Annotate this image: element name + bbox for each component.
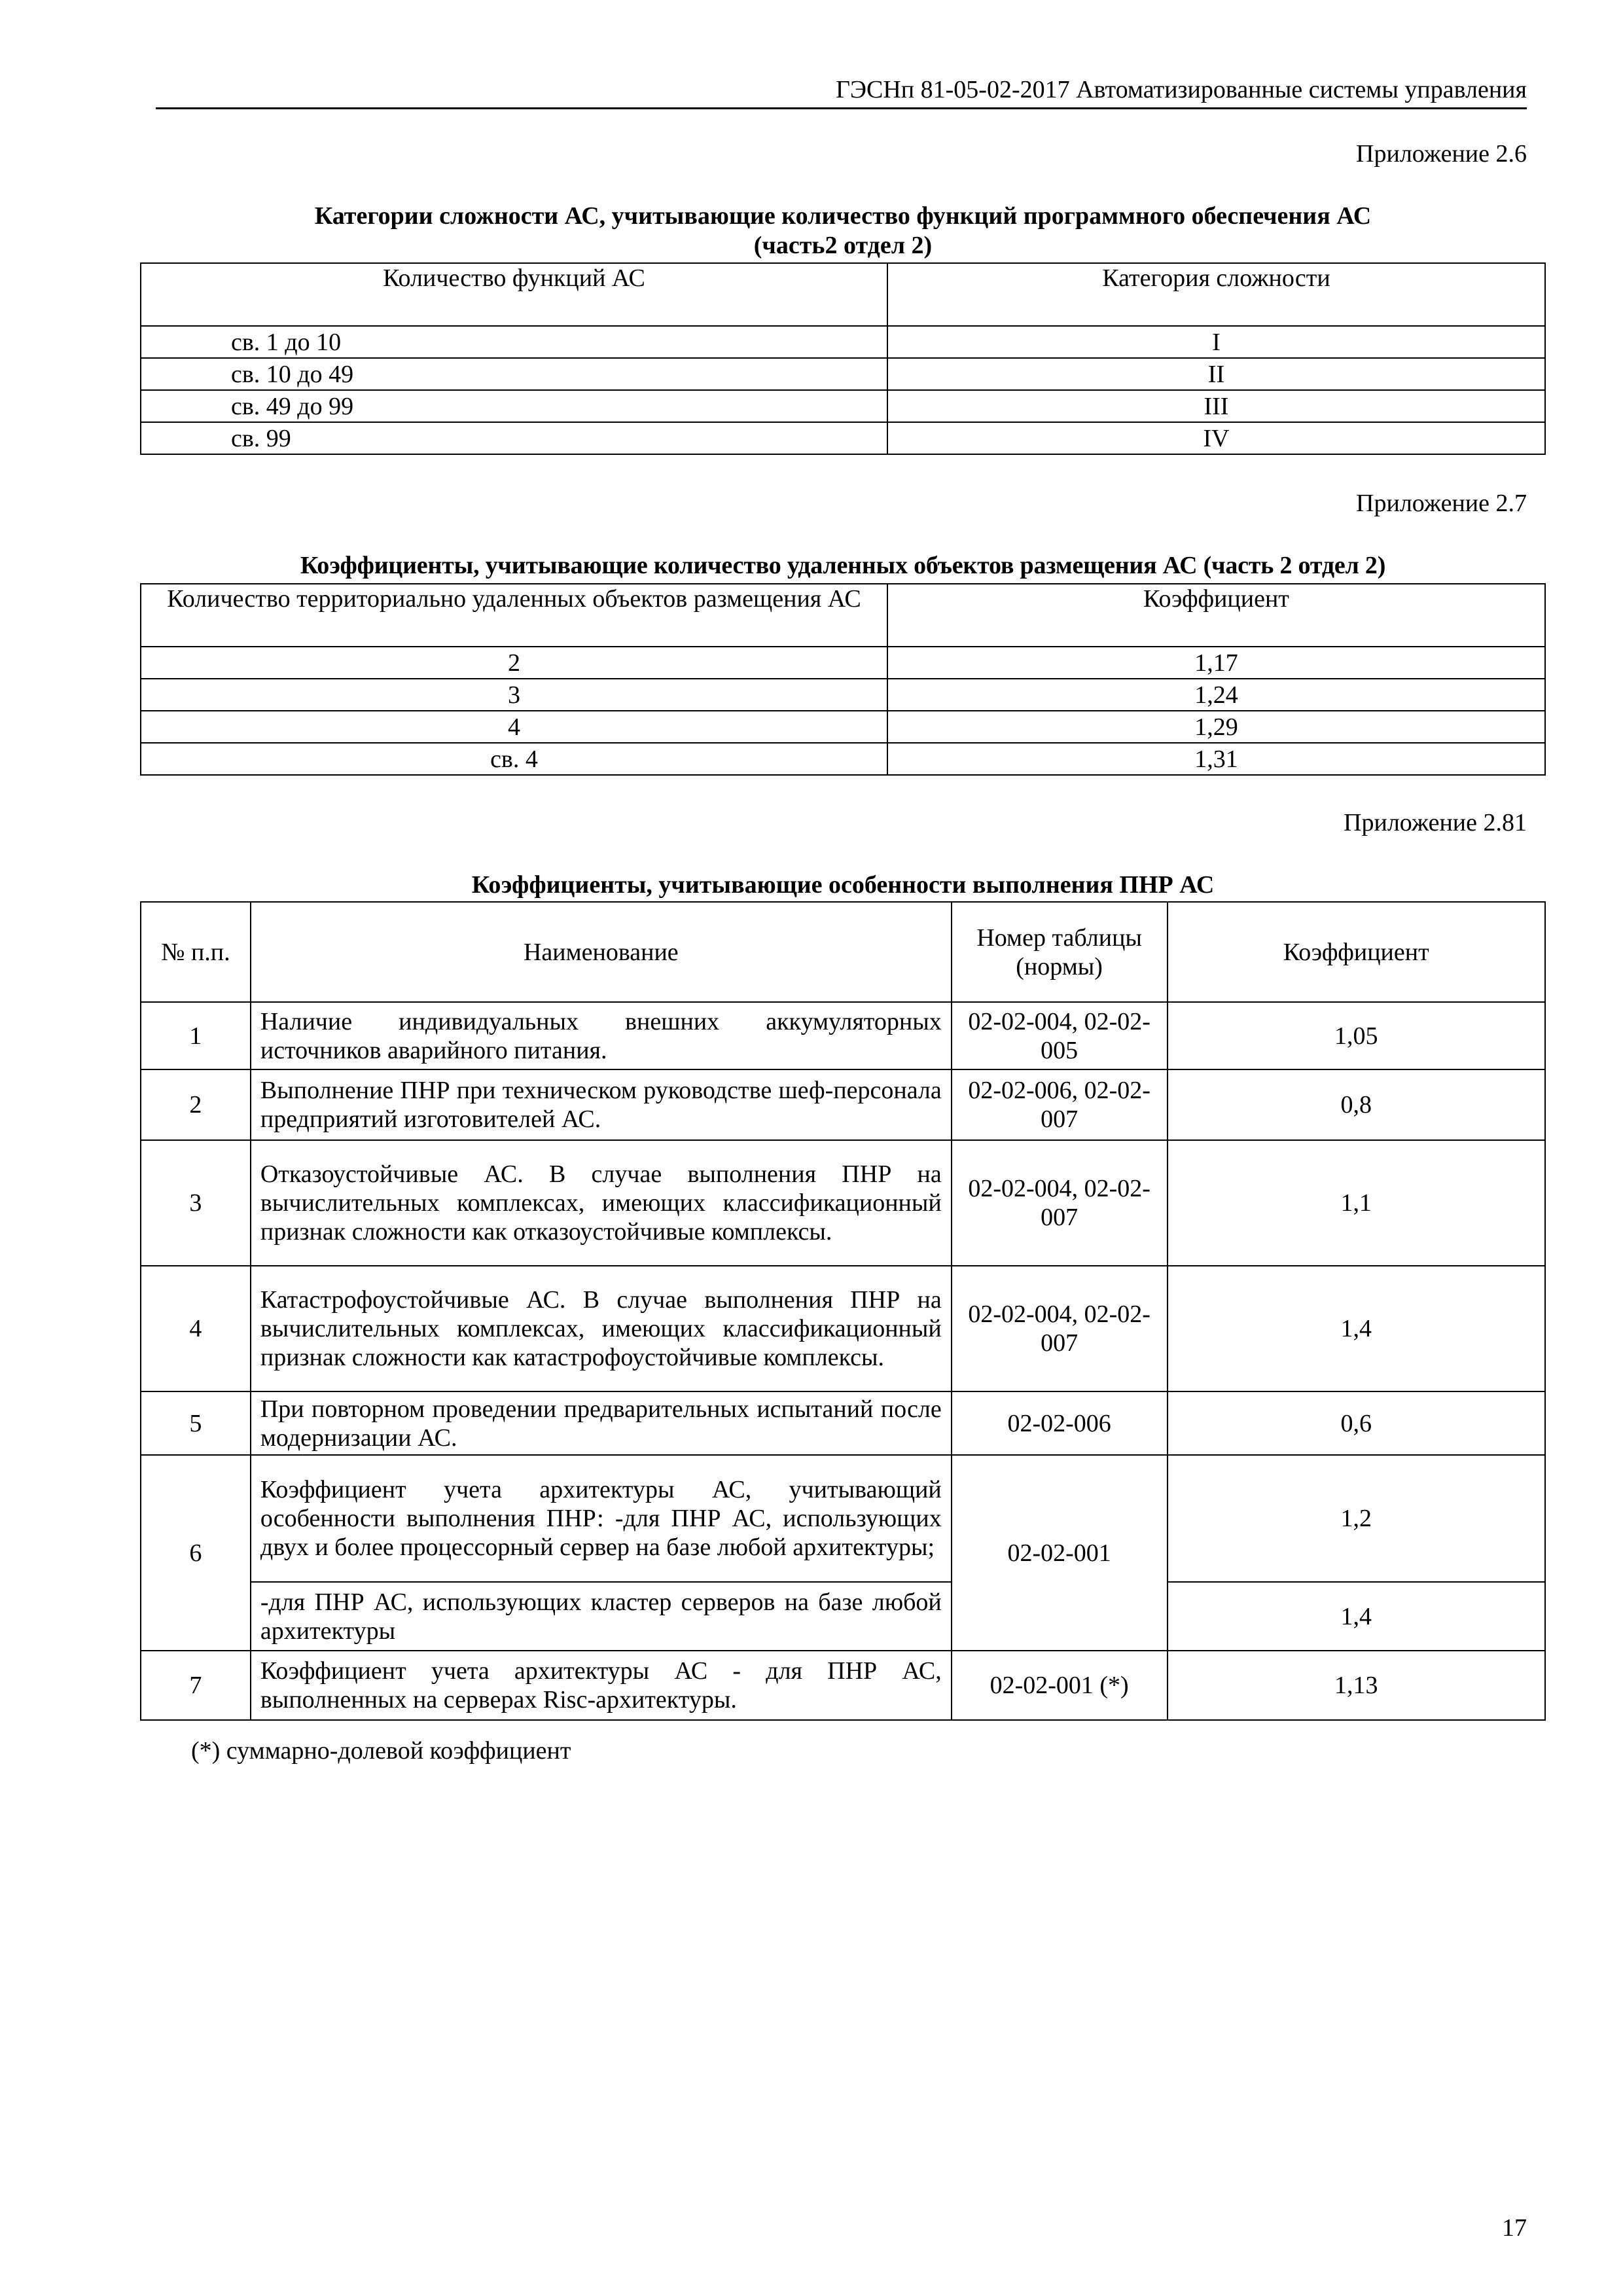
appendix-2-6-label: Приложение 2.6	[1356, 140, 1527, 168]
row-number-cell: 2	[141, 1069, 251, 1140]
appendix-2-7-label: Приложение 2.7	[1356, 490, 1527, 517]
table1-title-line2: (часть2 отдел 2)	[753, 232, 933, 259]
table-row	[141, 358, 1545, 390]
name-cell: Выполнение ПНР при техническом руководстве шеф-персонала предприятий изготовителей АС.	[251, 1069, 952, 1140]
page-number: 17	[1502, 2214, 1527, 2242]
table3-title: Коэффициенты, учитывающие особенности выполнения ПНР АС	[471, 871, 1215, 899]
objects-count-cell: 3	[141, 679, 887, 711]
objects-count-cell: 2	[141, 647, 887, 679]
table-header-row	[141, 263, 1545, 326]
header-cell-table: Номер таблицы (нормы)	[952, 902, 1168, 1002]
table-number-cell: 02-02-004, 02-02-007	[952, 1140, 1168, 1266]
category-cell: II	[887, 358, 1545, 390]
table-number-cell: 02-02-001	[952, 1455, 1168, 1651]
header-cell: Категория сложности	[887, 263, 1545, 326]
name-cell: Коэффициент учета архитектуры АС - для ПНР АС, выполненных на серверах Risc-архитектуры.	[251, 1651, 952, 1720]
objects-count-cell: 4	[141, 711, 887, 743]
name-cell: При повторном проведении предварительных испытаний после модернизации АС.	[251, 1391, 952, 1455]
functions-count-cell: св. 49 до 99	[141, 390, 887, 422]
row-number-cell: 6	[141, 1455, 251, 1651]
functions-count-cell: св. 1 до 10	[141, 326, 887, 358]
coefficient-cell: 1,24	[887, 679, 1545, 711]
name-cell: Отказоустойчивые АС. В случае выполнения ПНР на вычислительных комплексах, имеющих классификационный признак сложности как отказоустойчивые комплексы.	[251, 1140, 952, 1266]
table-header-row	[141, 584, 1545, 647]
table-row	[141, 390, 1545, 422]
header-cell-coefficient: Коэффициент	[1168, 902, 1546, 1002]
row-number-cell: 7	[141, 1651, 251, 1720]
table-row	[141, 711, 1545, 743]
table1-title	[140, 202, 1546, 260]
header-cell: Количество территориально удаленных объектов размещения АС	[141, 584, 887, 647]
functions-count-cell: св. 99	[141, 422, 887, 454]
table-row	[141, 1002, 1545, 1069]
category-cell: IV	[887, 422, 1545, 454]
table-row	[141, 1266, 1545, 1391]
coefficient-cell: 1,4	[1168, 1582, 1546, 1651]
table-row	[141, 1391, 1545, 1455]
name-cell: Наличие индивидуальных внешних аккумуляторных источников аварийного питания.	[251, 1002, 952, 1069]
table-row	[141, 743, 1545, 775]
table-row	[141, 679, 1545, 711]
table-header-row	[141, 902, 1545, 1002]
table-number-cell: 02-02-006	[952, 1391, 1168, 1455]
table-row	[141, 326, 1545, 358]
functions-count-cell: св. 10 до 49	[141, 358, 887, 390]
header-cell: Коэффициент	[887, 584, 1545, 647]
header-cell: Количество функций АС	[141, 263, 887, 326]
row-number-cell: 1	[141, 1002, 251, 1069]
table-row	[141, 647, 1545, 679]
table-row	[141, 1069, 1545, 1140]
table-commissioning-coefficients	[140, 901, 1546, 1721]
coefficient-cell: 1,31	[887, 743, 1545, 775]
table-remote-objects-coefficients	[140, 583, 1546, 776]
table-number-cell: 02-02-004, 02-02-007	[952, 1266, 1168, 1391]
coefficient-cell: 1,1	[1168, 1140, 1546, 1266]
objects-count-cell: св. 4	[141, 743, 887, 775]
table1-title-line1: Категории сложности АС, учитывающие количество функций программного обеспечения АС	[314, 202, 1372, 230]
name-cell: Катастрофоустойчивые АС. В случае выполнения ПНР на вычислительных комплексах, имеющих классификационный признак сложности как катастрофоустойчивые комплексы.	[251, 1266, 952, 1391]
table-row	[141, 1582, 1545, 1651]
category-cell: I	[887, 326, 1545, 358]
coefficient-cell: 1,29	[887, 711, 1545, 743]
coefficient-cell: 1,17	[887, 647, 1545, 679]
appendix-2-81-label: Приложение 2.81	[1344, 809, 1527, 836]
table-complexity-categories	[140, 262, 1546, 455]
footnote: (*) суммарно-долевой коэффициент	[191, 1737, 571, 1765]
table-number-cell: 02-02-004, 02-02-005	[952, 1002, 1168, 1069]
row-number-cell: 4	[141, 1266, 251, 1391]
header-cell-number: № п.п.	[141, 902, 251, 1002]
table-row	[141, 1455, 1545, 1582]
category-cell: III	[887, 390, 1545, 422]
table2-title: Коэффициенты, учитывающие количество удаленных объектов размещения АС (часть 2 отдел 2)	[300, 552, 1386, 579]
row-number-cell: 5	[141, 1391, 251, 1455]
header-rule	[156, 107, 1527, 109]
name-cell: Коэффициент учета архитектуры АС, учитывающий особенности выполнения ПНР: -для ПНР АС, использующих двух и более процессорный сервер на базе любой архитектуры;	[251, 1455, 952, 1582]
coefficient-cell: 1,2	[1168, 1455, 1546, 1582]
coefficient-cell: 0,8	[1168, 1069, 1546, 1140]
table-row	[141, 1651, 1545, 1720]
table-number-cell: 02-02-001 (*)	[952, 1651, 1168, 1720]
name-cell: -для ПНР АС, использующих кластер серверов на базе любой архитектуры	[251, 1582, 952, 1651]
table-row	[141, 422, 1545, 454]
table-number-cell: 02-02-006, 02-02-007	[952, 1069, 1168, 1140]
table-row	[141, 1140, 1545, 1266]
row-number-cell: 3	[141, 1140, 251, 1266]
coefficient-cell: 1,13	[1168, 1651, 1546, 1720]
header-cell-name: Наименование	[251, 902, 952, 1002]
running-header: ГЭСНп 81-05-02-2017 Автоматизированные системы управления	[835, 76, 1527, 103]
coefficient-cell: 0,6	[1168, 1391, 1546, 1455]
coefficient-cell: 1,05	[1168, 1002, 1546, 1069]
coefficient-cell: 1,4	[1168, 1266, 1546, 1391]
